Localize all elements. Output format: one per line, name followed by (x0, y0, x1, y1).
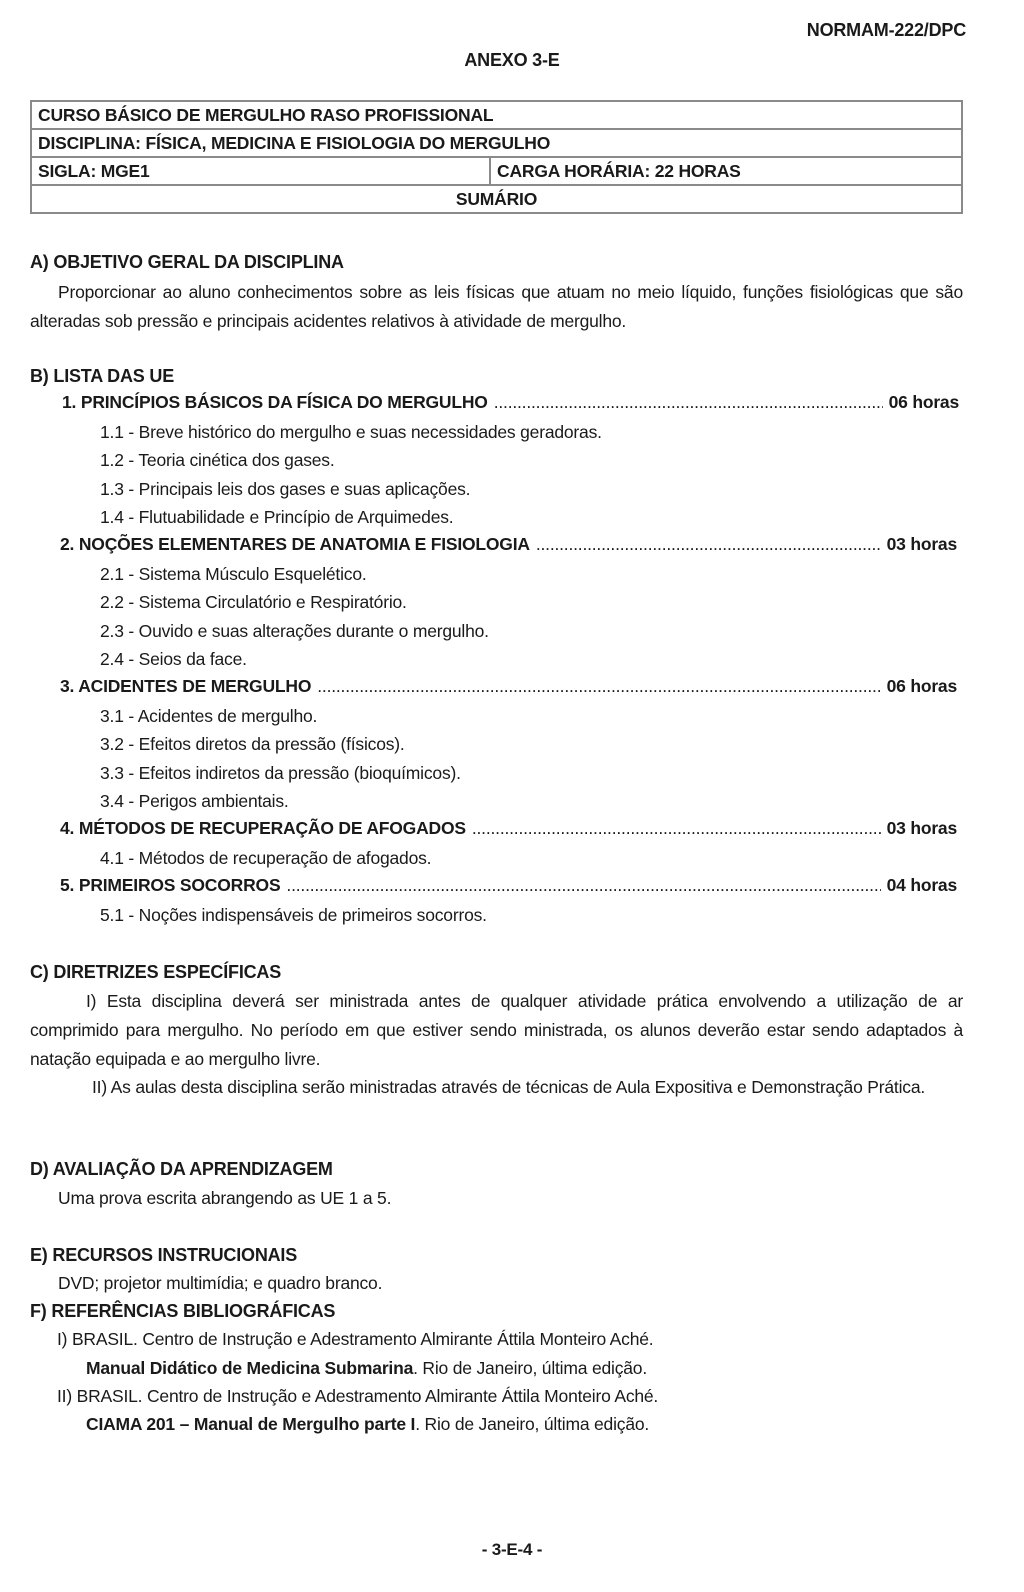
ue-3-hours: 06 horas (886, 676, 957, 696)
ue-3-title: 3. ACIDENTES DE MERGULHO (60, 676, 312, 696)
ue-1-item-4: 1.4 - Flutuabilidade e Princípio de Arquimedes. (100, 507, 454, 527)
reference-1-publisher: . Rio de Janeiro, última edição. (413, 1358, 647, 1378)
ue-2-row (60, 534, 957, 562)
course-name: CURSO BÁSICO DE MERGULHO RASO PROFISSIONAL (31, 101, 962, 129)
ue-2-item-1: 2.1 - Sistema Músculo Esquelético. (100, 564, 367, 584)
ue-2-title: 2. NOÇÕES ELEMENTARES DE ANATOMIA E FISIOLOGIA (60, 534, 530, 554)
summary-heading: SUMÁRIO (31, 185, 962, 213)
ue-3-item-4: 3.4 - Perigos ambientais. (100, 791, 289, 811)
course-code: SIGLA: MGE1 (31, 157, 490, 185)
ue-2-item-2: 2.2 - Sistema Circulatório e Respiratório. (100, 592, 407, 612)
ue-1-item-3: 1.3 - Principais leis dos gases e suas aplicações. (100, 479, 471, 499)
section-e-text: DVD; projetor multimídia; e quadro branco. (58, 1273, 383, 1293)
ue-5-hours: 04 horas (886, 875, 957, 895)
page-number: - 3-E-4 - (481, 1540, 543, 1559)
course-workload: CARGA HORÁRIA: 22 HORAS (490, 157, 962, 185)
ue-3-item-1: 3.1 - Acidentes de mergulho. (100, 706, 318, 726)
section-a-title: A) OBJETIVO GERAL DA DISCIPLINA (30, 252, 344, 272)
document-code: NORMAM-222/DPC (806, 20, 966, 40)
section-c-paragraph-1: I) Esta disciplina deverá ser ministrada antes de qualquer atividade prática envolvendo a utilização de ar comprimido para mergulho. No período em que estiver sendo ministrada, os alunos deverão estar sendo adaptados à natação equipada e ao mergulho livre. (30, 991, 963, 1069)
reference-1-line-2 (86, 1358, 647, 1379)
ue-1-leader (494, 392, 883, 413)
section-c-paragraph-2: II) As aulas desta disciplina serão ministradas através de técnicas de Aula Expositiva e Demonstração Prática. (92, 1077, 926, 1097)
ue-1-hours: 06 horas (888, 392, 959, 412)
ue-1-title: 1. PRINCÍPIOS BÁSICOS DA FÍSICA DO MERGULHO (62, 392, 488, 412)
ue-4-leader (472, 818, 881, 839)
ue-3-item-2: 3.2 - Efeitos diretos da pressão (físicos). (100, 734, 405, 754)
reference-1-line-1: I) BRASIL. Centro de Instrução e Adestramento Almirante Áttila Monteiro Aché. (57, 1329, 654, 1349)
ue-1-item-1: 1.1 - Breve histórico do mergulho e suas necessidades geradoras. (100, 422, 602, 442)
ue-5-item-1: 5.1 - Noções indispensáveis de primeiros socorros. (100, 905, 487, 925)
ue-3-item-3: 3.3 - Efeitos indiretos da pressão (bioquímicos). (100, 763, 461, 783)
ue-5-leader (286, 875, 880, 896)
ue-4-item-1: 4.1 - Métodos de recuperação de afogados. (100, 848, 432, 868)
reference-2-publisher: . Rio de Janeiro, última edição. (415, 1414, 650, 1434)
ue-4-row (60, 818, 957, 846)
section-d-title: D) AVALIAÇÃO DA APRENDIZAGEM (30, 1159, 333, 1179)
ue-1-row (62, 392, 959, 420)
ue-2-leader (536, 534, 881, 555)
ue-3-row (60, 676, 957, 704)
ue-5-row (60, 875, 957, 903)
section-c-title: C) DIRETRIZES ESPECÍFICAS (30, 962, 282, 982)
reference-2-line-1: II) BRASIL. Centro de Instrução e Adestramento Almirante Áttila Monteiro Aché. (57, 1386, 659, 1406)
ue-4-hours: 03 horas (886, 818, 957, 838)
course-info-table (30, 100, 963, 214)
section-d-text: Uma prova escrita abrangendo as UE 1 a 5. (58, 1188, 392, 1208)
ue-4-title: 4. MÉTODOS DE RECUPERAÇÃO DE AFOGADOS (60, 818, 466, 838)
section-f-title: F) REFERÊNCIAS BIBLIOGRÁFICAS (30, 1301, 336, 1321)
reference-1-title: Manual Didático de Medicina Submarina (86, 1358, 414, 1378)
ue-2-item-4: 2.4 - Seios da face. (100, 649, 247, 669)
discipline-name: DISCIPLINA: FÍSICA, MEDICINA E FISIOLOGIA DO MERGULHO (31, 129, 962, 157)
section-b-title: B) LISTA DAS UE (30, 366, 174, 386)
section-a-text: Proporcionar ao aluno conhecimentos sobre as leis físicas que atuam no meio líquido, funções fisiológicas que são alteradas sob pressão e principais acidentes relativos à atividade de mergulho. (30, 282, 963, 331)
ue-2-item-3: 2.3 - Ouvido e suas alterações durante o mergulho. (100, 621, 489, 641)
annex-title: ANEXO 3-E (464, 50, 560, 70)
ue-3-leader (317, 676, 880, 697)
reference-2-line-2 (86, 1414, 649, 1435)
section-e-title: E) RECURSOS INSTRUCIONAIS (30, 1245, 298, 1265)
ue-1-item-2: 1.2 - Teoria cinética dos gases. (100, 450, 335, 470)
ue-5-title: 5. PRIMEIROS SOCORROS (60, 875, 281, 895)
reference-2-title: CIAMA 201 – Manual de Mergulho parte I (86, 1414, 416, 1434)
ue-2-hours: 03 horas (886, 534, 957, 554)
